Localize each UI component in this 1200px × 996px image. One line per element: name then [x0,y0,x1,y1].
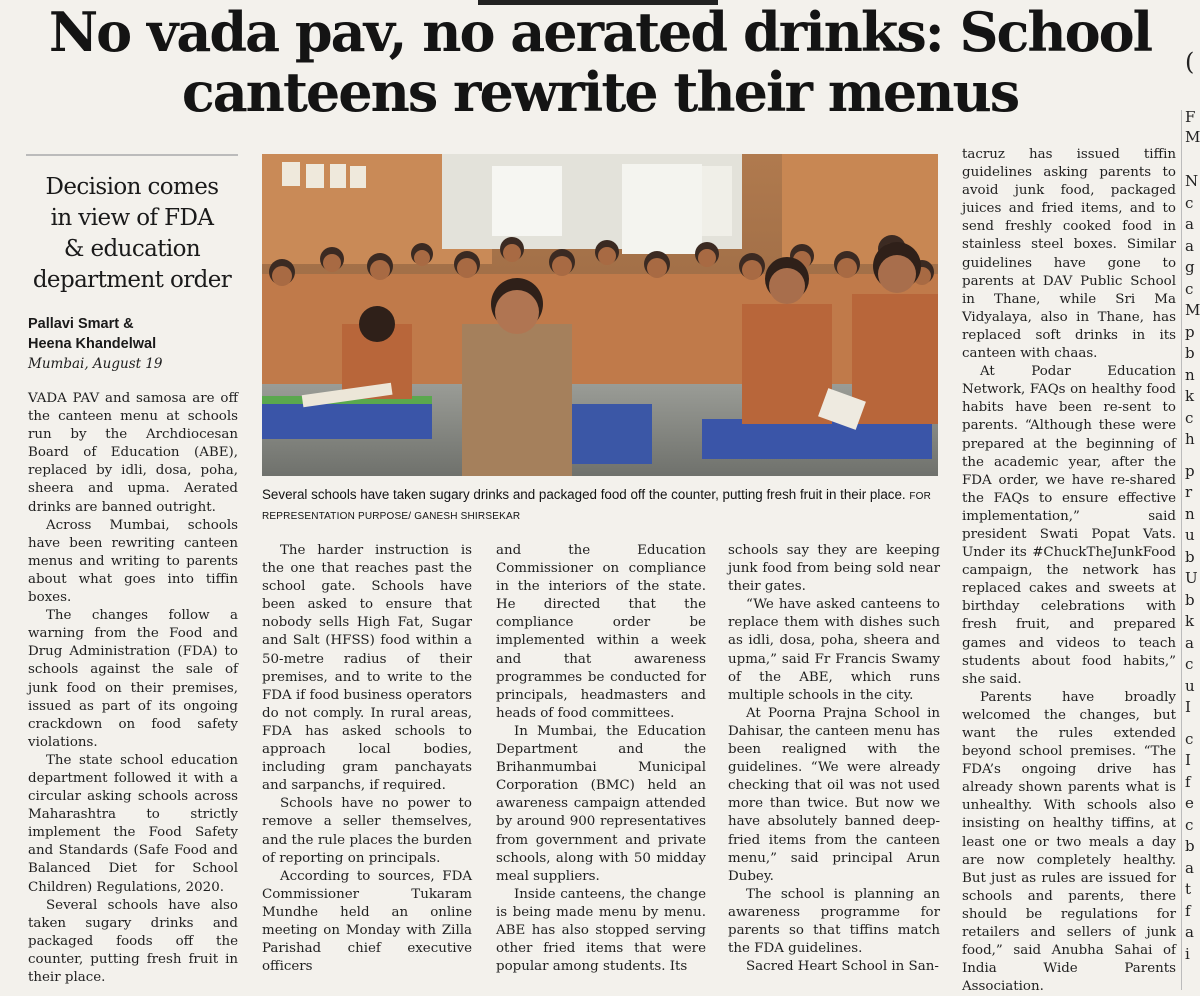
paragraph: Several schools have also taken sugary drinks and packaged foods off the counter, putting fresh fruit in their place. [28,897,238,985]
body-column-2 [262,542,472,976]
edge-letter: f [1185,772,1191,791]
edge-letter: g [1185,258,1195,276]
headline: No vada pav, no aerated drinks: School canteens rewrite their menus [48,0,1152,124]
edge-letter: c [1185,408,1194,427]
paragraph: In Mumbai, the Education Department and the Brihanmumbai Municipal Corporation (BMC) held an awareness campaign attended by around 900 representatives from government and private schools, along with 50 midday meal suppliers. [496,723,706,884]
paragraph: “We have asked canteens to replace them with dishes such as idli, dosa, poha, sheera and upma,” said Fr Francis Swamy of the ABE, which runs multiple schools in the city. [728,597,940,703]
paragraph: The harder instruction is the one that reaches past the school gate. Schools have been asked to ensure that nobody sells High Fat, Sugar and Salt (HFSS) food within a 50-metre radius of their premises, and to write to the FDA if food business operators do not comply. In rural areas, FDA has asked schools to approach local bodies, including gram panchayats and sarpanchs, if required. [262,543,472,794]
edge-letter: p [1185,461,1195,480]
paragraph: Sacred Heart School in San- [746,959,939,975]
edge-letter: n [1185,365,1195,384]
paragraph: At Podar Education Network, FAQs on healthy food habits have been re-sent to parents. “Although these were prepared at the beginning of the academic year, after the FDA order, we have re-shared the FAQs to ensure effective implementation,” said president Swati Popat Vats. Under its #ChuckTheJunkFood campaign, the network has replaced cakes and sweets at birthday celebrations with fresh fruit, and prepared games and videos to teach students about food habits,” she said. [962,364,1176,687]
dateline: Mumbai, August 19 [28,356,163,372]
edge-letter: F [1185,108,1196,126]
edge-letter: a [1185,236,1194,255]
paragraph: Parents have broadly welcomed the changes, but want the rules extended beyond school premises. “The FDA’s ongoing drive has already shown parents what is unhealthy. With schools also insisting on healthy tiffins, at least one or two meals a day are now completely healthy. But just as rules are issued for schools and parents, there should be regulations for retailers and sellers of junk food,” said Anubha Sahai of India Wide Parents Association. [962,689,1176,995]
edge-letter: b [1185,344,1195,362]
body-column-1 [28,390,238,987]
edge-letter: c [1185,729,1194,748]
edge-letter: r [1185,483,1193,501]
paragraph: Inside canteens, the change is being made menu by menu. ABE has also stopped serving other fried items that were popular among students. Its [496,886,706,975]
edge-letter: b [1185,547,1195,566]
paragraph: Schools have no power to remove a seller themselves, and the rule places the burden of reporting on principals. [262,796,472,866]
caption-text: Several schools have taken sugary drinks and packaged food off the counter, putting fresh fruit in their place. [262,487,906,502]
deck: Decision comes in view of FDA & education department order [32,174,232,293]
edge-letter: b [1185,837,1195,855]
edge-letter: ( [1185,48,1195,76]
edge-letter: c [1185,193,1194,212]
edge-letter: n [1185,504,1195,523]
edge-letter: f [1185,901,1191,920]
paragraph: According to sources, FDA Commissioner Tukaram Mundhe held an online meeting on Monday with Zilla Parishad chief executive officers [262,868,472,975]
edge-letter: b [1185,590,1195,609]
edge-letter: p [1185,322,1195,341]
adjacent-article-edge [1182,0,1200,990]
paragraph: The school is planning an awareness programme for parents so that tiffins match the FDA guidelines. [728,886,940,957]
edge-letter: N [1185,172,1199,190]
edge-letter: t [1185,880,1192,898]
deck-rule [26,154,238,156]
edge-letter: a [1185,923,1194,941]
paragraph: tacruz has issued tiffin guidelines asking parents to avoid junk food, packaged juices and fried items, and to send freshly cooked food in stainless steel boxes. Similar guidelines have gone to parents at DAV Public School in Thane, while Sri Ma Vidyalaya, also in Thane, has replaced soft drinks in its canteen with chaas. [962,147,1176,362]
paragraph: Across Mumbai, schools have been rewriting canteen menus and writing to parents about what goes into tiffin boxes. [28,517,238,606]
paragraph: and the Education Commissioner on compliance in the interiors of the state. He directed that the compliance order be implemented within a week and that awareness programmes be conducted for principals, headmasters and heads of food committees. [496,543,706,721]
edge-letter: M [1185,301,1200,319]
photo-credit: FOR REPRESENTATION PURPOSE/ GANESH SHIRSEKAR [262,491,932,522]
paragraph: schools say they are keeping junk food from being sold near their gates. [728,543,940,595]
photo-illustration [262,154,938,476]
paragraph: VADA PAV and samosa are off the canteen menu at schools run by the Archdiocesan Board of Education (ABE), replaced by idli, dosa, poha, sheera and upma. Aerated drinks are banned outright. [28,391,238,515]
edge-letter: U [1185,569,1198,587]
edge-letter: i [1185,944,1190,963]
edge-letter: I [1185,698,1191,716]
paragraph: The changes follow a warning from the Food and Drug Administration (FDA) to schools against the sale of junk food on their premises, issued as part of its ongoing crackdown on food safety violations. [28,608,238,750]
edge-letter: e [1185,794,1194,812]
byline: Pallavi Smart & Heena Khandelwal [28,316,157,352]
edge-letter: k [1185,612,1195,630]
edge-letter: a [1185,215,1194,233]
edge-letter: u [1185,676,1195,695]
edge-letter: a [1185,858,1194,877]
edge-letter: I [1185,751,1191,769]
body-column-3 [496,542,706,976]
paragraph: At Poorna Prajna School in Dahisar, the canteen menu has been realigned with the guidelines. “We were already checking that oil was not used more than twice. But now we have absolutely banned deep-fried items from the canteen menu,” said principal Arun Dubey. [728,705,940,884]
photo-caption [262,486,942,526]
classroom-photo [262,154,938,476]
paragraph: The state school education department followed it with a circular asking schools across Maharashtra to strictly implement the Food Safety and Standards (Safe Food and Balanced Diet for School Children) Regulations, 2020. [28,752,238,895]
body-column-4 [728,542,940,976]
edge-letter: c [1185,655,1194,673]
edge-letter: k [1185,387,1195,405]
body-column-5 [962,146,1176,996]
edge-letter: c [1185,815,1194,834]
edge-letter: M [1185,128,1200,146]
edge-letter: u [1185,526,1195,544]
edge-letter: c [1185,279,1194,298]
edge-letter: a [1185,633,1194,652]
edge-letter: h [1185,430,1195,448]
